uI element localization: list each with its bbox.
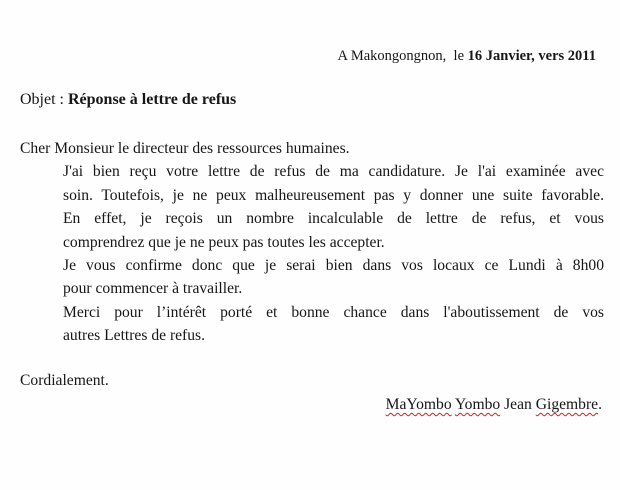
header-date: 16 Janvier, vers 2011 <box>467 48 596 64</box>
signature-part: MaYombo <box>385 396 452 413</box>
paragraph-line: pour commencer à travailler. <box>63 280 243 298</box>
letter-subject <box>20 91 236 109</box>
paragraph-line: J'ai bien reçu votre lettre de refus de ma candidature. Je l'ai examinée avec <box>63 163 604 181</box>
paragraph-line: autres Lettres de refus. <box>63 327 206 345</box>
signature-end: . <box>598 396 602 413</box>
paragraph-1 <box>20 160 604 254</box>
paragraph-line: comprendrez que je ne peux pas toutes les accepter. <box>63 233 385 251</box>
paragraph-2 <box>20 254 604 301</box>
paragraph-3 <box>20 301 604 348</box>
paragraph-line: Merci pour l’intérêt porté et bonne chance dans l'aboutissement de vos <box>63 303 604 321</box>
subject-label: Objet : <box>20 91 64 108</box>
signature-part: Yombo <box>454 396 501 413</box>
letter-closing: Cordialement. <box>20 372 109 389</box>
subject-text: Réponse à lettre de refus <box>68 91 237 108</box>
signature-part: Jean <box>504 396 532 413</box>
signature-part: Gigembre <box>535 396 599 413</box>
header-place: A Makongongnon, <box>337 48 447 64</box>
letter-body <box>20 137 604 348</box>
paragraph-line: soin. Toutefois, je ne peux malheureusement pas y donner une suite favorable. <box>63 186 604 204</box>
header-le: le <box>453 48 465 64</box>
paragraph-line: En effet, je reçois un nombre incalculable de lettre de refus, et vous <box>63 210 604 228</box>
letter-header <box>338 48 596 65</box>
paragraph-line: Je vous confirme donc que je serai bien dans vos locaux ce Lundi à 8h00 <box>63 257 604 275</box>
letter-signature <box>386 396 602 414</box>
letter-greeting: Cher Monsieur le directeur des ressources humaines. <box>20 140 350 157</box>
